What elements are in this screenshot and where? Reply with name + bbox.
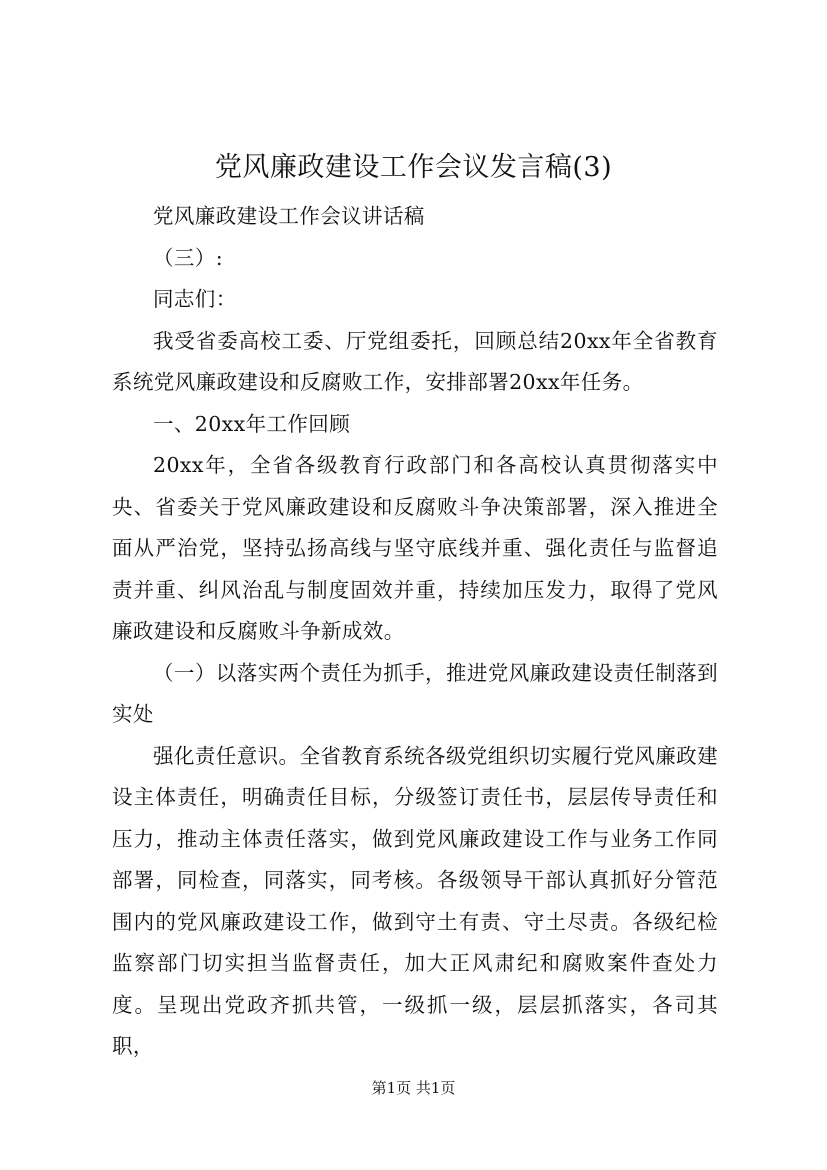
paragraph-subtitle: 党风廉政建设工作会议讲话稿 (153, 204, 425, 228)
page-footer: 第1页 共1页 (371, 1079, 456, 1097)
paragraph-intro: 我受省委高校工委、厅党组委托，回顾总结20xx年全省教育系统党风廉政建设和反腐败工作，安排部署20xx年任务。 (112, 328, 718, 394)
paragraph-part-number: （三）: (153, 245, 224, 270)
subsection-heading-1: （一）以落实两个责任为抓手，推进党风廉政建设责任制落到实处 (112, 660, 718, 726)
document-body (112, 196, 718, 1068)
paragraph-responsibility: 强化责任意识。全省教育系统各级党组织切实履行党风廉政建设主体责任，明确责任目标，分级签订责任书，层层传导责任和压力，推动主体责任落实，做到党风廉政建设工作与业务工作同部署，同检查，同落实，同考核。各级领导干部认真抓好分管范围内的党风廉政建设工作，做到守土有责、守土尽责。各级纪检监察部门切实担当监督责任，加大正风肃纪和腐败案件查处力度。呈现出党政齐抓共管，一级抓一级，层层抓落实，各司其职， (112, 743, 718, 1058)
section-heading-1: 一、20xx年工作回顾 (153, 411, 351, 436)
paragraph-review: 20xx年，全省各级教育行政部门和各高校认真贯彻落实中央、省委关于党风廉政建设和反腐败斗争决策部署，深入推进全面从严治党，坚持弘扬高线与坚守底线并重、强化责任与监督追责并重、纠风治乱与制度固效并重，持续加压发力，取得了党风廉政建设和反腐败斗争新成效。 (112, 453, 718, 643)
paragraph-salutation: 同志们： (153, 287, 237, 311)
document-title: 党风廉政建设工作会议发言稿(3) (214, 152, 613, 183)
